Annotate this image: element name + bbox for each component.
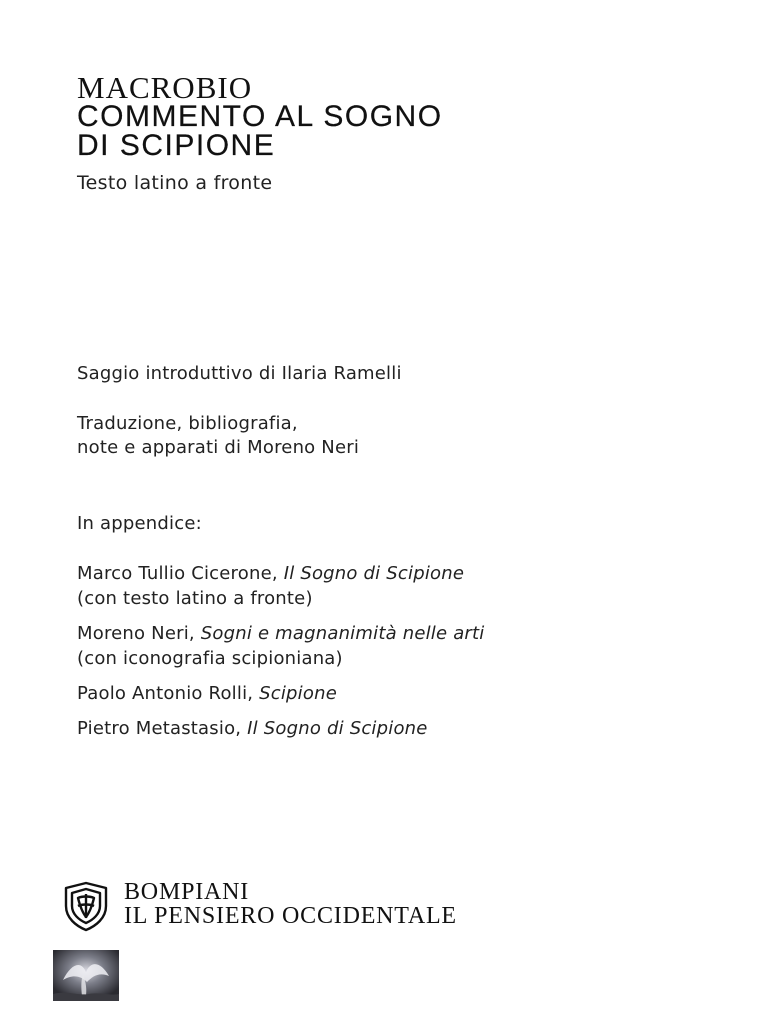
book-author: MACROBIO — [77, 70, 253, 105]
publisher-block — [60, 880, 457, 932]
publisher-name — [124, 880, 457, 928]
translation-credit-line-2: note e apparati di Moreno Neri — [77, 437, 360, 458]
appendix-item-note: (con iconografia scipioniana) — [77, 648, 343, 669]
publisher-name-line-1: BOMPIANI — [124, 879, 250, 905]
appendix-heading: In appendice: — [77, 513, 202, 534]
appendix-item-work: Il Sogno di Scipione — [247, 718, 428, 739]
appendix-item-work: Il Sogno di Scipione — [283, 563, 465, 584]
appendix-item-cicerone — [77, 562, 464, 586]
appendix-item-metastasio — [77, 717, 428, 741]
appendix-item-note: (con testo latino a fronte) — [77, 588, 313, 609]
appendix-item-neri — [77, 622, 485, 646]
publisher-series-line: IL PENSIERO OCCIDENTALE — [124, 903, 457, 929]
appendix-item-author: Pietro Metastasio, — [77, 718, 248, 739]
introductory-essay-credit: Saggio introduttivo di Ilaria Ramelli — [77, 363, 402, 384]
translation-credit-line-1: Traduzione, bibliografia, — [77, 413, 298, 434]
book-title-line-2: DI SCIPIONE — [77, 129, 276, 162]
book-title-line-1: COMMENTO AL SOGNO — [77, 100, 443, 133]
appendix-item-author: Paolo Antonio Rolli, — [77, 683, 260, 704]
bompiani-logo-icon — [60, 880, 112, 932]
appendix-item-author: Moreno Neri, — [77, 623, 201, 644]
winged-figure-thumbnail — [53, 950, 119, 1001]
appendix-item-work: Scipione — [259, 683, 337, 704]
book-subtitle: Testo latino a fronte — [77, 172, 273, 194]
thumbnail-image — [53, 950, 119, 1001]
appendix-item-author: Marco Tullio Cicerone, — [77, 563, 284, 584]
appendix-item-work: Sogni e magnanimità nelle arti — [200, 623, 485, 644]
appendix-item-rolli — [77, 682, 337, 706]
